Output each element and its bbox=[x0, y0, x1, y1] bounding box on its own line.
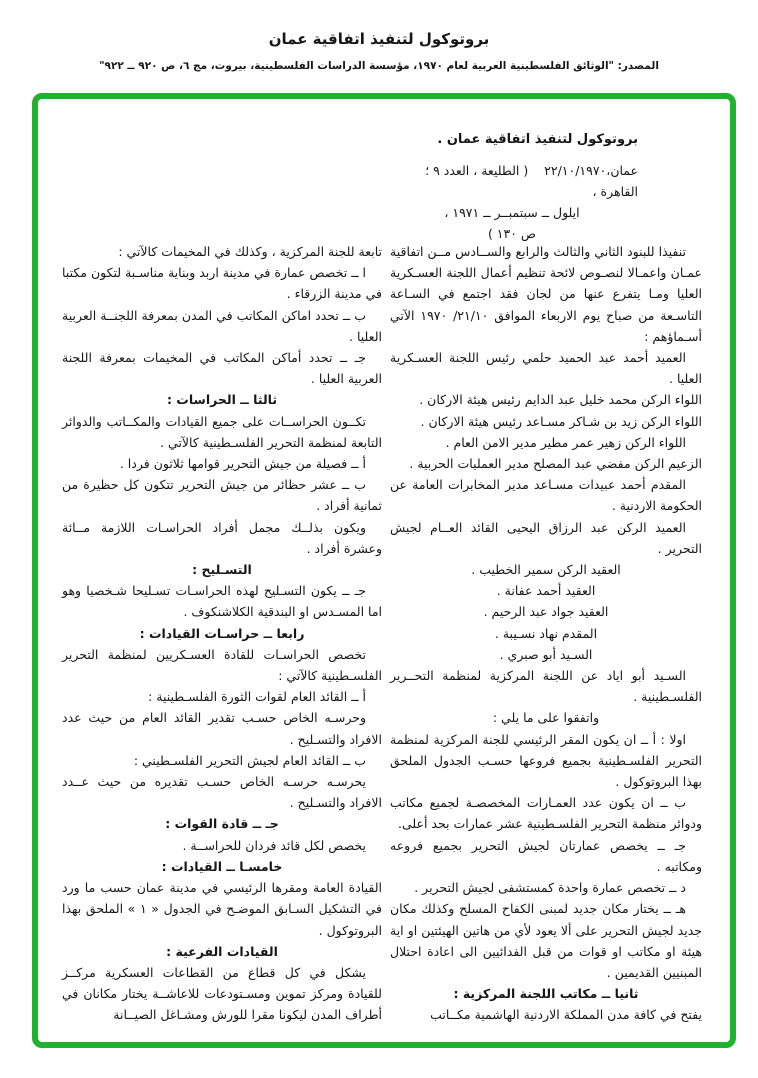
paragraph: تكــون الحراســات على جميع القيادات والمكــاتب والدوائر التابعة لمنظمة التحرير الفلسـطينية كالآتي . bbox=[62, 413, 382, 450]
paragraph: د ــ تخصص عمارة واحدة كمستشفى لجيش التحرير . bbox=[414, 880, 686, 896]
paragraph: جـ ــ تحدد أماكن المكاتب في المخيمات بمعرفة اللجنة العربية العليا . bbox=[62, 350, 382, 387]
citation-line-1: عمان،٢٢/١٠/١٩٧٠ ( الطليعة ، العدد ٩ ؛ القاهرة ، bbox=[425, 163, 638, 199]
page-title: بروتوكول لتنفيذ اتفاقية عمان bbox=[268, 30, 490, 48]
document-title: بروتوكول لتنفيذ اتفاقية عمان . bbox=[437, 132, 638, 147]
column-left bbox=[62, 241, 382, 1026]
paragraph: الزعيم الركن مفضي عبد المصلح مدير العمليات الحربية . bbox=[409, 456, 702, 472]
section-heading: خامسـا ــ القيادات : bbox=[161, 858, 283, 874]
paragraph: تنفيذا للبنود الثاني والثالث والرابع والســادس مــن اتفاقية عمـان واعمـالا لنصـوص لائحة تنظيم أعمال اللجنة العسـكرية العليا ومـا يتفرع عنها من لجان فقد اجتمع في السـاعة التاسـعة من صباح يوم الاربعاء الموافق ٢١/١٠/ ١٩٧٠ الآتي أسـماؤهم : bbox=[390, 244, 702, 344]
paragraph: واتفقوا على ما يلي : bbox=[492, 710, 600, 726]
paragraph: تابعة للجنة المركزية ، وكذلك في المخيمات كالآتي : bbox=[118, 244, 382, 259]
list-item: العقيد أحمد عفانة . bbox=[496, 583, 596, 599]
section-heading: القيادات الفرعية : bbox=[166, 943, 278, 959]
column-right bbox=[390, 241, 702, 1026]
paragraph: اللواء الركن زهير عمر مطير مدير الامن العام . bbox=[445, 434, 686, 450]
paragraph: العميد أحمد عبد الحميد حلمي رئيس اللجنة العسـكرية العليا . bbox=[390, 350, 702, 387]
section-heading: التسـليح : bbox=[192, 562, 252, 578]
list-item: العقيد جواد عبد الرحيم . bbox=[483, 604, 609, 620]
section-heading: رابعا ــ حراسـات القيادات : bbox=[139, 625, 305, 641]
paragraph: ويكون بذلــك مجمل أفراد الحراسـات اللازمة مــائة وعشرة أفراد . bbox=[62, 519, 382, 556]
paragraph: المقدم أحمد عبيدات مسـاعد مدير المخابرات العامة عن الحكومة الاردنية . bbox=[390, 477, 702, 514]
paragraph: ب ــ ان يكون عدد العمـارات المخصصـة لجميع مكاتب ودوائر منظمة التحرير الفلسـطينية عشر عمارات بحد أعلى. bbox=[390, 795, 702, 832]
paragraph: يخصص لكل قائد فردان للحراســة . bbox=[182, 837, 366, 853]
paragraph: اللواء الركن محمد خليل عبد الدايم رئيس هيئة الاركان . bbox=[419, 392, 702, 408]
paragraph: أ ــ فصيلة من جيش التحرير قوامها ثلاثون فردا . bbox=[119, 456, 366, 472]
section-heading: جـ ــ قادة القوات : bbox=[165, 816, 279, 832]
paragraph: العميد الركن عبد الرزاق اليحيى القائد العــام لجيش التحرير . bbox=[390, 519, 702, 556]
paragraph: وحرسـه الخاص حسـب تقدير القائد العام من حيث عدد الافراد والتسـليح . bbox=[62, 710, 382, 747]
list-item: السـيد أبو صبري . bbox=[499, 646, 593, 662]
paragraph: يشكل في كل قطاع من القطاعات العسكرية مركــز للقيادة ومركز تموين ومسـتودعات للاعاشــة يختار مكانان في أطراف المدن ليكونا مقرا للورش ومشـاغل الصيــانة bbox=[62, 964, 382, 1023]
document-box bbox=[32, 93, 736, 1048]
paragraph: هـ ــ يختار مكان جديد لمبنى الكفاح المسلح وكذلك مكان جديد لجيش التحرير على ألا يعود لأي من هاتين الهيئتين او اية هيئة او مكاتب او قوات من قبل الفدائيين الى اعادة احتلال المبنيين القديمين . bbox=[390, 901, 702, 980]
list-item: المقدم نهاد نسـيبة . bbox=[494, 625, 598, 641]
paragraph: ب ــ تحدد اماكن المكاتب في المدن بمعرفة اللجنــة العربية العليا . bbox=[62, 307, 382, 344]
source-line: المصدر: "الوثائق الفلسطينية العربية لعام ١٩٧٠، مؤسسة الدراسات الفلسطينية، بيروت، مج ٦، ص ٩٢٠ ــ ٩٢٢" bbox=[99, 60, 659, 72]
paragraph: السـيد أبو اياد عن اللجنة المركزية لمنظمة التحــرير الفلسـطينية . bbox=[390, 668, 702, 705]
paragraph: ا ــ تخصص عمارة في مدينة اربد وبناية مناسـبة لتكون مكتبا في مدينة الزرقاء . bbox=[62, 265, 382, 302]
paragraph: القيادة العامة ومقرها الرئيسي في مدينة عمان حسب ما ورد في التشكيل السـابق الموضـح في الجدول « ١ » الملحق بهذا البروتوكول . bbox=[62, 880, 382, 938]
paragraph: تخصص الحراسـات للقادة العسـكريين لمنظمة التحرير الفلسـطينية كالآتي : bbox=[62, 646, 382, 684]
list-item: العقيد الركن سمير الخطيب . bbox=[471, 562, 621, 578]
paragraph: يفتح في كافة مدن المملكة الاردنية الهاشمية مكــاتب bbox=[430, 1007, 702, 1023]
document-header bbox=[386, 129, 638, 244]
section-heading: ثالثا ــ الحراسات : bbox=[166, 392, 278, 408]
paragraph: ب ــ عشر حظائر من جيش التحرير تتكون كل حظيرة من ثمانية أفراد . bbox=[62, 477, 382, 514]
paragraph: اولا : أ ــ ان يكون المقر الرئيسي للجنة المركزية لمنظمة التحرير الفلسـطينية بجميع فروعها حسـب الجدول الملحق بهذا البروتوكول . bbox=[390, 731, 702, 790]
paragraph: جـ ــ يخصص عمارتان لجيش التحرير بجميع فروعه ومكاتبه . bbox=[390, 837, 702, 874]
section-heading: ثانيا ــ مكاتب اللجنة المركزية : bbox=[453, 986, 639, 1002]
paragraph: اللواء الركن زيد بن شـاكر مسـاعد رئيس هيئة الاركان . bbox=[420, 413, 702, 429]
paragraph: يحرسـه حرسـه الخاص حسـب تقديره من حيث عــدد الافراد والتسـليح . bbox=[62, 774, 382, 811]
paragraph: جـ ــ يكون التسـليح لهذه الحراسـات تسـليحا شـخصيا وهو اما المسـدس او البندقية الكلاشنكوف . bbox=[62, 583, 382, 620]
citation-line-3: ص ١٣٠ ) bbox=[487, 226, 537, 241]
citation-line-2: ايلول ــ سبتمبــر ــ ١٩٧١ ، bbox=[444, 205, 580, 220]
paragraph: أ ــ القائد العام لقوات الثورة الفلسـطينية : bbox=[148, 689, 366, 705]
paragraph: ب ــ القائد العام لجيش التحرير الفلسـطيني : bbox=[133, 752, 366, 768]
